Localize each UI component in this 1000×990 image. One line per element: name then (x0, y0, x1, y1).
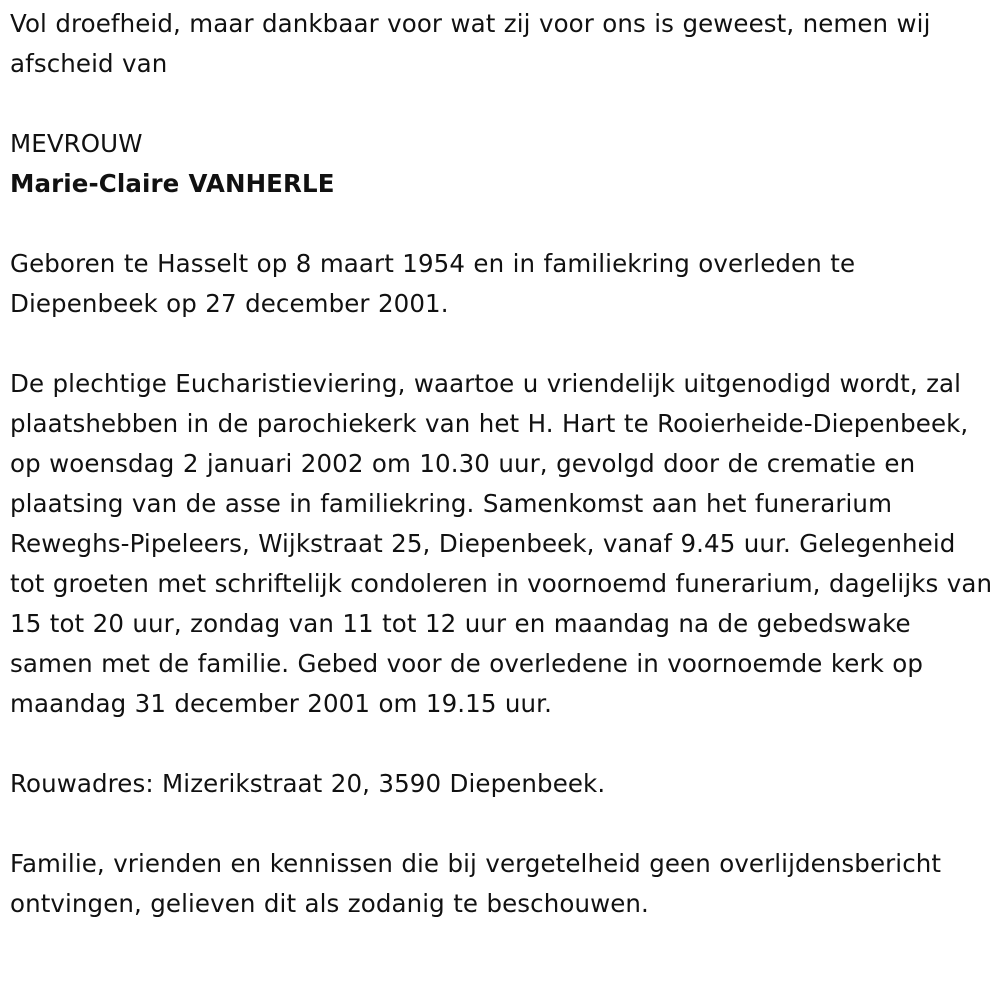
ceremony-text: De plechtige Eucharistieviering, waartoe u vriendelijk uitgenodigd wordt, zal plaatshebben in de parochiekerk van het H. Hart te Rooierheide-Diepenbeek, op woensdag 2 januari 2002 om 10.30 uur, gevolgd door de crematie en plaatsing van de asse in familiekring. Samenkomst aan het funerarium Reweghs-Pipeleers, Wijkstraat 25, Diepenbeek, vanaf 9.45 uur. Gelegenheid tot groeten met schriftelijk condoleren in voornoemd funerarium, dagelijks van 15 tot 20 uur, zondag van 11 tot 12 uur en maandag na de gebedswake samen met de familie. Gebed voor de overledene in voornoemde kerk op maandag 31 december 2001 om 19.15 uur. (10, 369, 993, 718)
intro-text: Vol droefheid, maar dankbaar voor wat zij voor ons is geweest, nemen wij afscheid van (10, 9, 931, 78)
salutation: MEVROUW (10, 129, 143, 158)
closing-text: Familie, vrienden en kennissen die bij vergetelheid geen overlijdensbericht ontvingen, gelieven dit als zodanig te beschouwen. (10, 849, 942, 918)
deceased-name: Marie-Claire VANHERLE (10, 169, 335, 198)
obituary-notice (10, 4, 995, 924)
mourning-address: Rouwadres: Mizerikstraat 20, 3590 Diepenbeek. (10, 769, 606, 798)
birth-death-text: Geboren te Hasselt op 8 maart 1954 en in familiekring overleden te Diepenbeek op 27 december 2001. (10, 249, 856, 318)
